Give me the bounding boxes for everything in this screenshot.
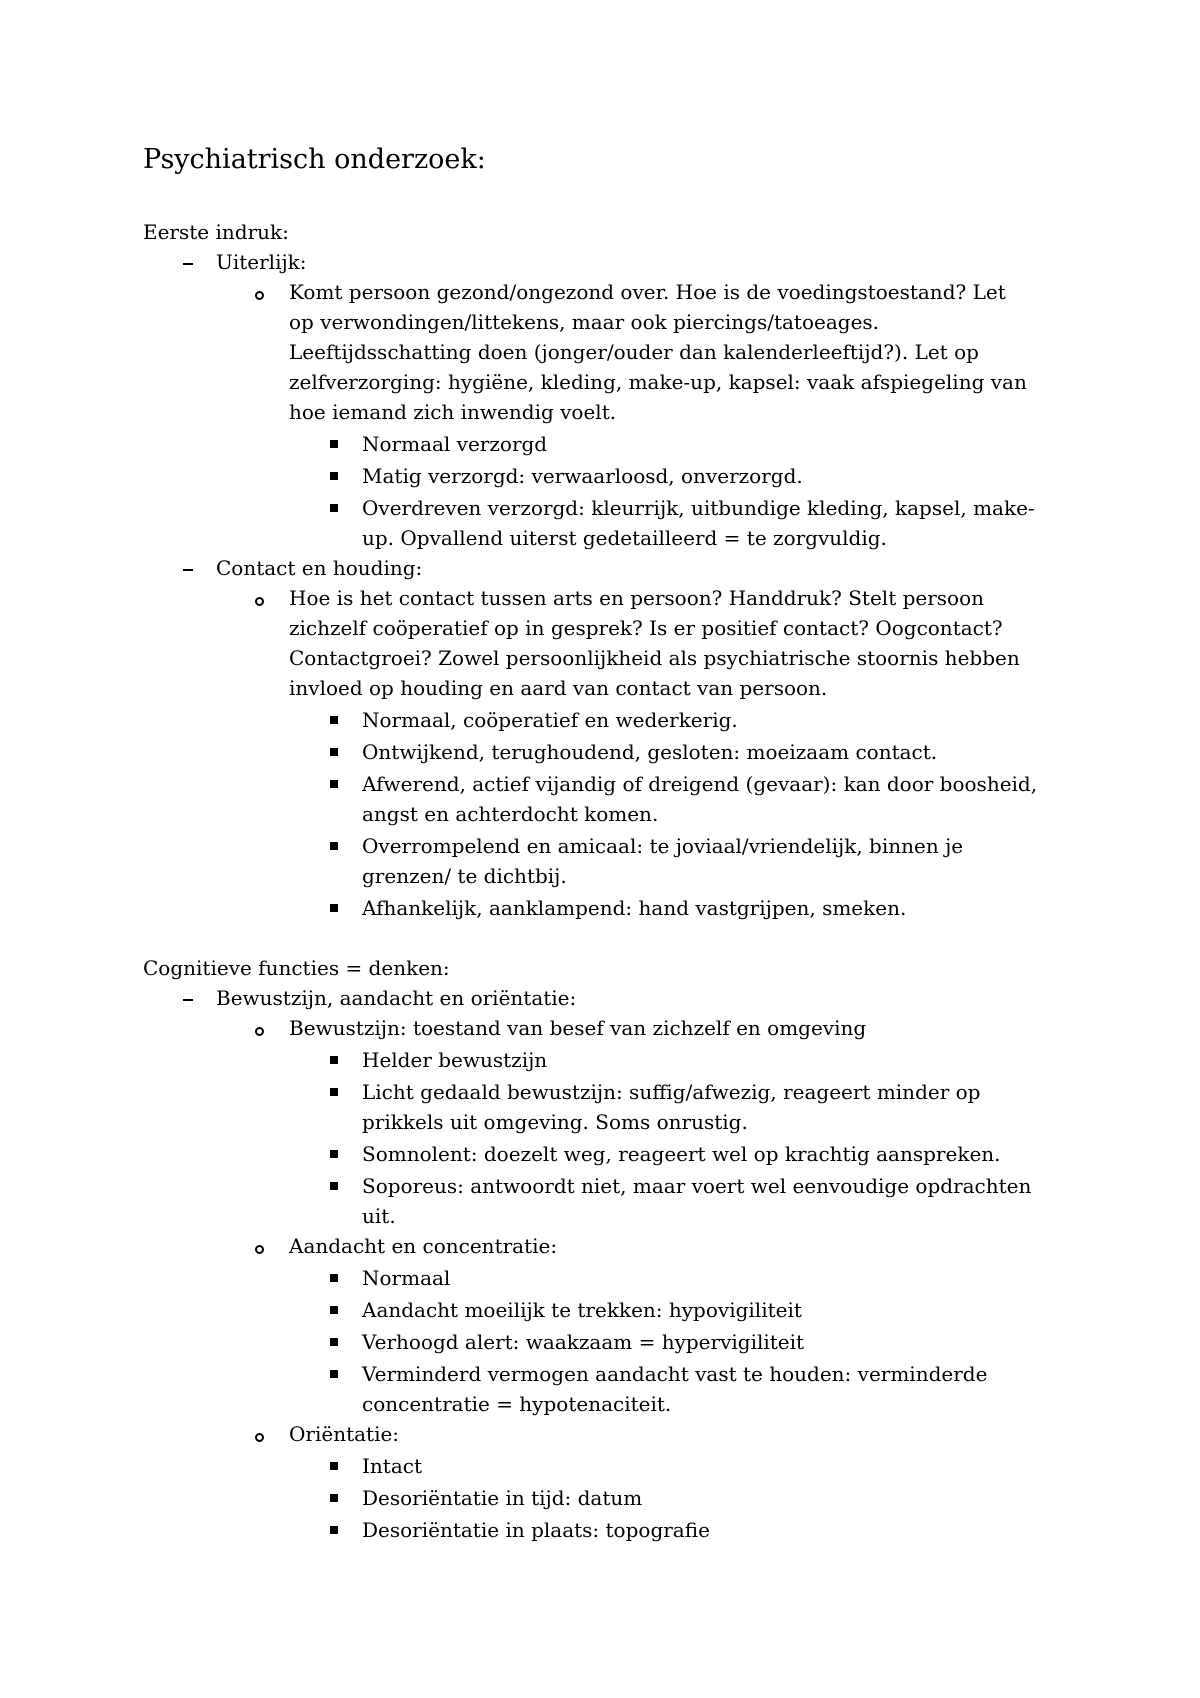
desc-line: Hoe is het contact tussen arts en persoon? Handdruk? Stelt persoon — [289, 586, 985, 610]
list-item: Matig verzorgd: verwaarloosd, onverzorgd. — [362, 464, 803, 488]
list-item: concentratie = hypotenaciteit. — [362, 1392, 672, 1416]
dash-bullet — [183, 999, 193, 1001]
list-item: Helder bewustzijn — [362, 1048, 548, 1072]
desc-line: Contactgroei? Zowel persoonlijkheid als psychiatrische stoornis hebben — [289, 646, 1020, 670]
square-bullet — [330, 1462, 338, 1470]
list-item: Normaal, coöperatief en wederkerig. — [362, 708, 738, 732]
item-uiterlijk: Uiterlijk: — [216, 250, 307, 274]
list-item: Intact — [362, 1454, 422, 1478]
subitem-orientatie: Oriëntatie: — [289, 1422, 400, 1446]
list-item: Soporeus: antwoordt niet, maar voert wel eenvoudige opdrachten — [362, 1174, 1032, 1198]
square-bullet — [330, 1370, 338, 1378]
desc-line: Komt persoon gezond/ongezond over. Hoe is de voedingstoestand? Let — [289, 280, 1006, 304]
list-item: Normaal — [362, 1266, 451, 1290]
list-item: Ontwijkend, terughoudend, gesloten: moeizaam contact. — [362, 740, 938, 764]
square-bullet — [330, 904, 338, 912]
square-bullet — [330, 1088, 338, 1096]
list-item: Desoriëntatie in plaats: topografie — [362, 1518, 710, 1542]
square-bullet — [330, 1526, 338, 1534]
square-bullet — [330, 504, 338, 512]
desc-line: op verwondingen/littekens, maar ook piercings/tatoeages. — [289, 310, 880, 334]
square-bullet — [330, 1182, 338, 1190]
square-bullet — [330, 1274, 338, 1282]
list-item: grenzen/ te dichtbij. — [362, 864, 567, 888]
circle-bullet — [255, 597, 264, 606]
page-title: Psychiatrisch onderzoek: — [143, 144, 486, 175]
square-bullet — [330, 1338, 338, 1346]
item-bewustzijn-aandacht-orientatie: Bewustzijn, aandacht en oriëntatie: — [216, 986, 577, 1010]
square-bullet — [330, 440, 338, 448]
square-bullet — [330, 1494, 338, 1502]
subitem-aandacht: Aandacht en concentratie: — [289, 1234, 558, 1258]
subitem-bewustzijn: Bewustzijn: toestand van besef van zichzelf en omgeving — [289, 1016, 867, 1040]
desc-line: hoe iemand zich inwendig voelt. — [289, 400, 617, 424]
item-contact: Contact en houding: — [216, 556, 423, 580]
list-item: Overrompelend en amicaal: te joviaal/vriendelijk, binnen je — [362, 834, 964, 858]
list-item: Somnolent: doezelt weg, reageert wel op krachtig aanspreken. — [362, 1142, 1001, 1166]
square-bullet — [330, 1150, 338, 1158]
circle-bullet — [255, 1027, 264, 1036]
list-item: angst en achterdocht komen. — [362, 802, 659, 826]
desc-line: invloed op houding en aard van contact van persoon. — [289, 676, 828, 700]
square-bullet — [330, 472, 338, 480]
square-bullet — [330, 1306, 338, 1314]
square-bullet — [330, 716, 338, 724]
list-item: up. Opvallend uiterst gedetailleerd = te zorgvuldig. — [362, 526, 887, 550]
list-item: Aandacht moeilijk te trekken: hypovigiliteit — [362, 1298, 802, 1322]
dash-bullet — [183, 263, 193, 265]
square-bullet — [330, 780, 338, 788]
square-bullet — [330, 842, 338, 850]
list-item: uit. — [362, 1204, 396, 1228]
desc-line: zichzelf coöperatief op in gesprek? Is er positief contact? Oogcontact? — [289, 616, 1003, 640]
list-item: prikkels uit omgeving. Soms onrustig. — [362, 1110, 748, 1134]
square-bullet — [330, 748, 338, 756]
dash-bullet — [183, 569, 193, 571]
square-bullet — [330, 1056, 338, 1064]
list-item: Desoriëntatie in tijd: datum — [362, 1486, 643, 1510]
list-item: Afwerend, actief vijandig of dreigend (gevaar): kan door boosheid, — [362, 772, 1038, 796]
list-item: Afhankelijk, aanklampend: hand vastgrijpen, smeken. — [362, 896, 907, 920]
list-item: Overdreven verzorgd: kleurrijk, uitbundige kleding, kapsel, make- — [362, 496, 1035, 520]
circle-bullet — [255, 291, 264, 300]
list-item: Verminderd vermogen aandacht vast te houden: verminderde — [362, 1362, 988, 1386]
section-heading-eerste-indruk: Eerste indruk: — [143, 220, 289, 244]
desc-line: zelfverzorging: hygiëne, kleding, make-up, kapsel: vaak afspiegeling van — [289, 370, 1027, 394]
circle-bullet — [255, 1433, 264, 1442]
list-item: Normaal verzorgd — [362, 432, 548, 456]
circle-bullet — [255, 1245, 264, 1254]
list-item: Licht gedaald bewustzijn: suffig/afwezig, reageert minder op — [362, 1080, 981, 1104]
desc-line: Leeftijdsschatting doen (jonger/ouder dan kalenderleeftijd?). Let op — [289, 340, 979, 364]
section-heading-cognitieve-functies: Cognitieve functies = denken: — [143, 956, 450, 980]
list-item: Verhoogd alert: waakzaam = hypervigiliteit — [362, 1330, 805, 1354]
